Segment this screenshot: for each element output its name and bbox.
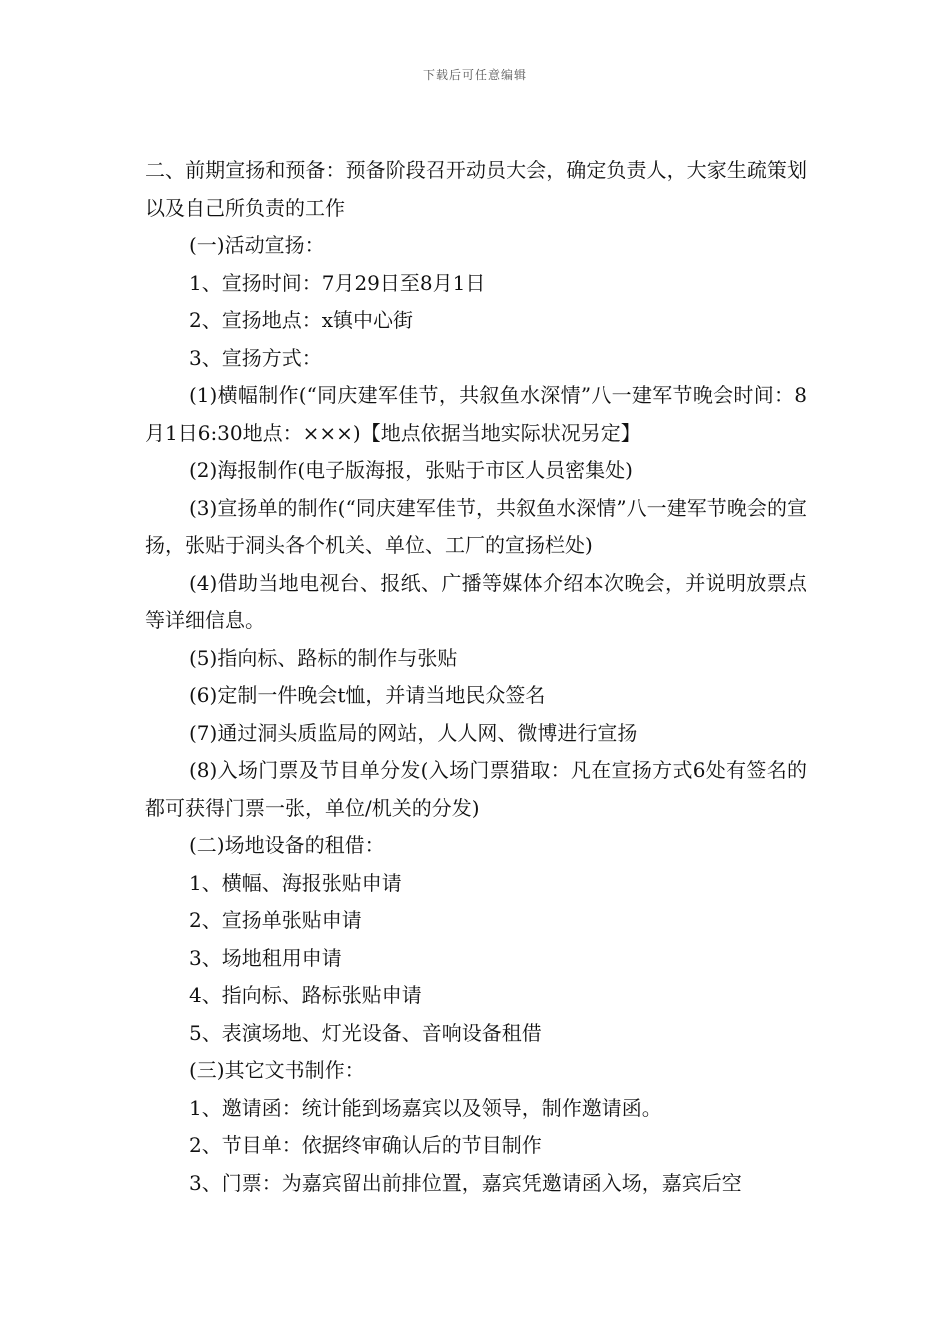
document-body [145,152,807,1202]
list-item: (2)海报制作(电子版海报，张贴于市区人员密集处) [189,458,633,482]
list-item: 2、宣扬地点：x镇中心街 [189,308,414,332]
list-item: (1)横幅制作(“同庆建军佳节，共叙鱼水深情”八一建军节晚会时间：8月1日6:30地点：×××)【地点依据当地实际状况另定】 [145,383,807,445]
list-item: 3、场地租用申请 [189,945,342,970]
list-item: (8)入场门票及节目单分发(入场门票猎取：凡在宣扬方式6处有签名的都可获得门票一张，单位/机关的分发) [145,758,807,820]
list-item: 1、宣扬时间：7月29日至8月1日 [189,270,486,295]
subsection-heading-documents: (三)其它文书制作： [189,1058,365,1082]
list-item: (4)借助当地电视台、报纸、广播等媒体介绍本次晚会，并说明放票点等详细信息。 [145,570,807,632]
list-item: (5)指向标、路标的制作与张贴 [189,645,458,670]
list-item: 4、指向标、路标张贴申请 [189,983,422,1007]
list-item: 1、横幅、海报张贴申请 [189,870,402,895]
list-item: 2、宣扬单张贴申请 [189,908,362,932]
subsection-heading-venue: (二)场地设备的租借： [189,833,385,857]
subsection-heading-publicity: (一)活动宣扬： [189,233,325,257]
list-item: 5、表演场地、灯光设备、音响设备租借 [189,1020,542,1045]
list-item: (6)定制一件晚会t恤，并请当地民众签名 [189,683,546,707]
list-item: 3、门票：为嘉宾留出前排位置，嘉宾凭邀请函入场，嘉宾后空 [189,1170,742,1195]
section-heading-preparation: 二、前期宣扬和预备：预备阶段召开动员大会，确定负责人，大家生疏策划以及自己所负责的工作 [145,158,807,220]
page-header-note: 下载后可任意编辑 [422,68,527,82]
list-item: 1、邀请函：统计能到场嘉宾以及领导，制作邀请函。 [189,1095,662,1120]
list-item: (7)通过洞头质监局的网站，人人网、微博进行宣扬 [189,720,638,745]
list-item: (3)宣扬单的制作(“同庆建军佳节，共叙鱼水深情”八一建军节晚会的宣扬，张贴于洞头各个机关、单位、工厂的宣扬栏处) [145,495,807,557]
list-item: 2、节目单：依据终审确认后的节目制作 [189,1133,542,1157]
list-item: 3、宣扬方式： [189,345,322,370]
